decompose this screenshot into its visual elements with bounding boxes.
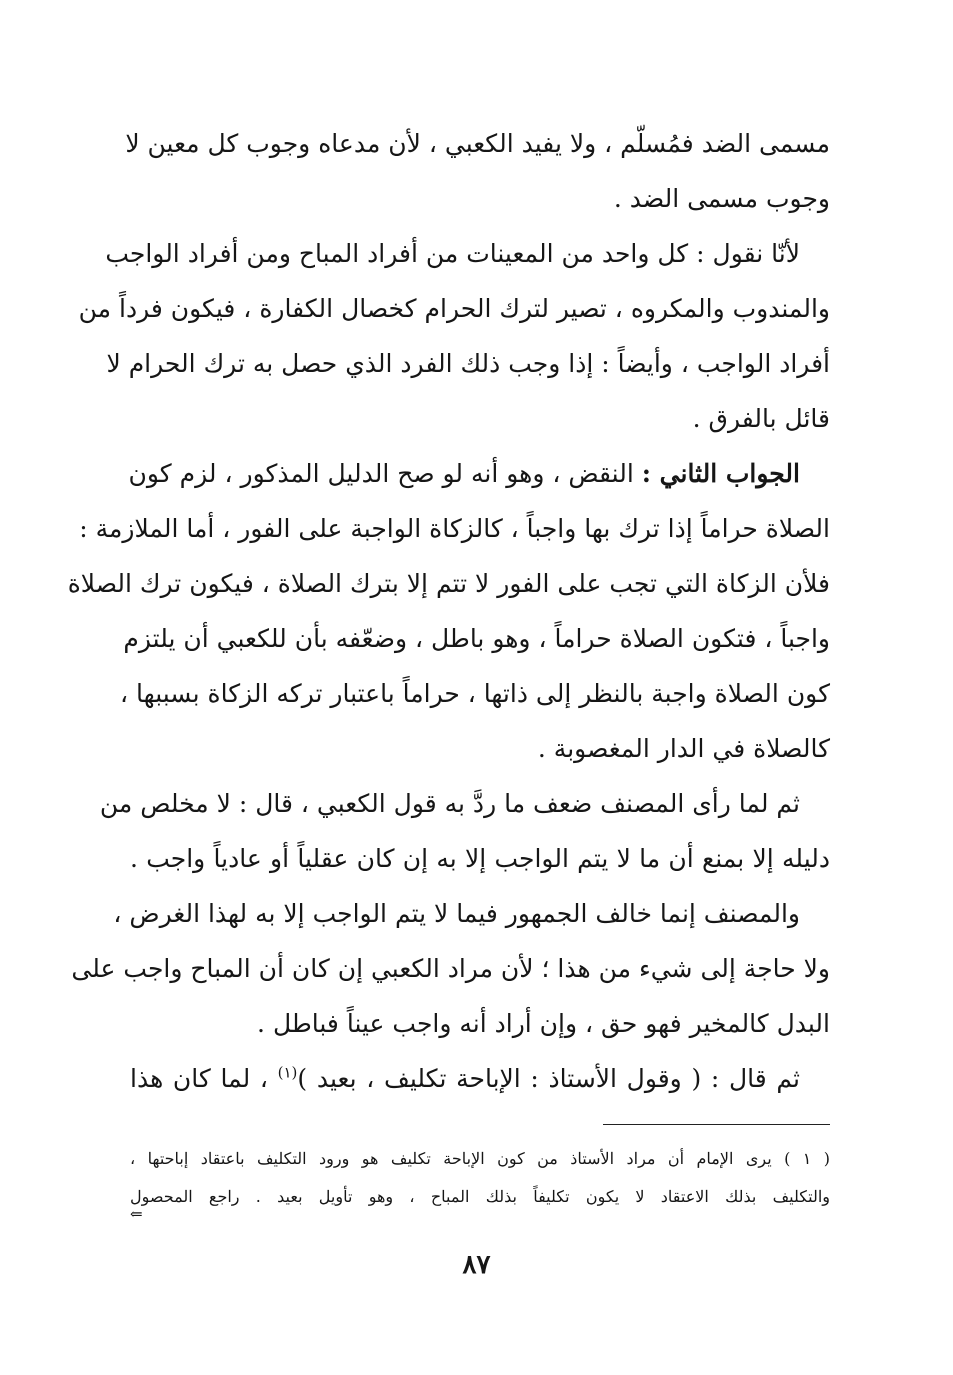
text-line: مسمى الضد فمُسلّم ، ولا يفيد الكعبي ، لأن مدعاه وجوب كل معين لا xyxy=(125,129,830,158)
continue-arrow-icon: ⇐ xyxy=(130,1205,143,1223)
footnote-line: والتكليف بذلك الاعتقاد لا يكون تكليفاً بذلك المباح ، وهو تأويل بعيد . راجع المحصول xyxy=(130,1187,830,1206)
text-line: قائل بالفرق . xyxy=(692,404,830,433)
main-text xyxy=(67,116,830,1106)
text-line: دليله إلا بمنع أن ما لا يتم الواجب إلا به إن كان عقلياً أو عادياً واجب . xyxy=(130,844,830,873)
text-line: واجباً ، فتكون الصلاة حراماً ، وهو باطل ، وضعّفه بأن للكعبي أن يلتزم xyxy=(123,624,830,653)
text-line: وجوب مسمى الضد . xyxy=(613,184,830,213)
second-answer-label: الجواب الثاني : xyxy=(641,459,800,488)
text-line: لأنّا نقول : كل واحد من المعينات من أفراد المباح ومن أفراد الواجب xyxy=(105,239,800,268)
text-line: فلأن الزكاة التي تجب على الفور لا تتم إلا بترك الصلاة ، فيكون ترك الصلاة xyxy=(67,569,830,598)
text-line: ولا حاجة إلى شيء من هذا ؛ لأن مراد الكعبي إن كان أن المباح واجب على xyxy=(71,954,830,983)
text-line: الصلاة حراماً إذا ترك بها واجباً ، كالزكاة الواجبة على الفور ، أما الملازمة : xyxy=(79,514,830,543)
text-line: والمندوب والمكروه ، تصير لترك الحرام كخصال الكفارة ، فيكون فرداً من xyxy=(78,294,830,323)
text-line-start: ثم قال : ( وقول الأستاذ : الإباحة تكليف ، بعيد ) xyxy=(297,1064,800,1093)
footnote-reference[interactable]: (١) xyxy=(277,1063,298,1082)
text-line: كون الصلاة واجبة بالنظر إلى ذاتها ، حراماً باعتبار تركه الزكاة بسببها ، xyxy=(120,679,830,708)
footnote-separator xyxy=(603,1124,830,1125)
text-line-end: ، لما كان هذا xyxy=(130,1064,268,1093)
text-line xyxy=(130,1051,830,1106)
text-line: والمصنف إنما خالف الجمهور فيما لا يتم الواجب إلا به لهذا الغرض ، xyxy=(113,899,800,928)
footnote xyxy=(130,1140,830,1216)
page-number: ٨٧ xyxy=(462,1250,491,1280)
text-line: ثم لما رأى المصنف ضعف ما ردَّ به قول الكعبي ، قال : لا مخلص من xyxy=(99,789,800,818)
text-line: أفراد الواجب ، وأيضاً : إذا وجب ذلك الفرد الذي حصل به ترك الحرام لا xyxy=(106,349,830,378)
text-line: البدل كالمخير فهو حق ، وإن أراد أنه واجب عيناً فباطل . xyxy=(257,1009,830,1038)
text-line-rest: النقض ، وهو أنه لو صح الدليل المذكور ، لزم كون xyxy=(128,459,634,488)
footnote-line: ( ١ ) يرى الإمام أن مراد الأستاذ من كون الإباحة تكليف هو ورود التكليف باعتقاد إباحتها ، xyxy=(130,1149,831,1168)
text-line xyxy=(130,446,830,501)
text-line: كالصلاة في الدار المغصوبة . xyxy=(537,734,830,763)
